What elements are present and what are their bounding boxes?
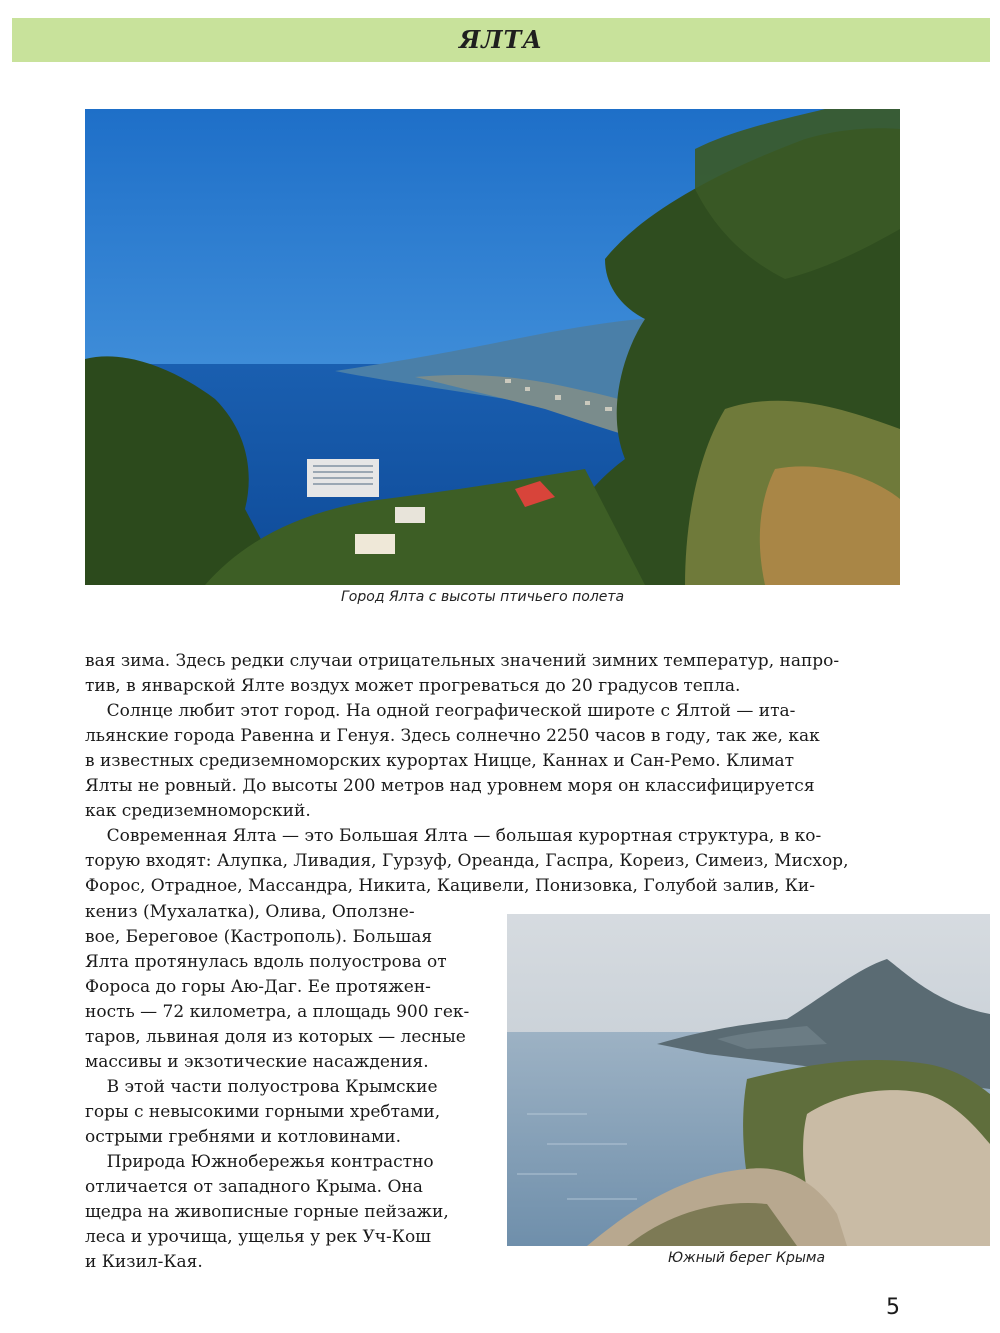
text-line: В этой части полуострова Крымские — [85, 1077, 438, 1097]
text-line: торую входят: Алупка, Ливадия, Гурзуф, Ореанда, Гаспра, Кореиз, Симеиз, Мисхор, — [85, 851, 849, 871]
text-narrow-column — [85, 900, 485, 1275]
text-line: как средиземноморский. — [85, 801, 311, 821]
text-line: и Кизил-Кая. — [85, 1252, 203, 1272]
text-line: массивы и экзотические насаждения. — [85, 1052, 429, 1072]
text-line: щедра на живописные горные пейзажи, — [85, 1202, 449, 1222]
text-line: Фороса до горы Аю-Даг. Ее протяжен- — [85, 977, 431, 997]
text-line: горы с невысокими горными хребтами, — [85, 1102, 441, 1122]
text-line: Современная Ялта — это Большая Ялта — большая курортная структура, в ко- — [85, 826, 822, 846]
page-number: 5 — [886, 1295, 900, 1320]
text-line: вая зима. Здесь редки случаи отрицательных значений зимних температур, напро- — [85, 651, 840, 671]
photo-yalta-panorama — [85, 109, 900, 585]
caption-top-photo: Город Ялта с высоты птичьего полета — [341, 589, 625, 605]
text-line: отличается от западного Крыма. Она — [85, 1177, 423, 1197]
header-bar — [12, 18, 990, 62]
text-full-width — [85, 649, 905, 899]
text-line: Ялта протянулась вдоль полуострова от — [85, 952, 447, 972]
photo-coast-svg — [507, 914, 990, 1246]
text-line: тив, в январской Ялте воздух может прогреваться до 20 градусов тепла. — [85, 676, 741, 696]
photo-crimea-coast — [507, 914, 990, 1246]
text-line: в известных средиземноморских курортах Ницце, Каннах и Сан-Ремо. Климат — [85, 751, 795, 771]
text-line: вое, Береговое (Кастрополь). Большая — [85, 927, 433, 947]
text-line: Форос, Отрадное, Массандра, Никита, Кацивели, Понизовка, Голубой залив, Ки- — [85, 876, 815, 896]
caption-side-photo: Южный берег Крыма — [668, 1250, 826, 1266]
text-line: Ялты не ровный. До высоты 200 метров над уровнем моря он классифицируется — [85, 776, 815, 796]
text-line: Солнце любит этот город. На одной географической широте с Ялтой — ита- — [85, 701, 796, 721]
photo-yalta-svg — [85, 109, 900, 585]
page-title: ЯЛТА — [459, 25, 543, 54]
text-line: льянские города Равенна и Генуя. Здесь солнечно 2250 часов в году, так же, как — [85, 726, 820, 746]
text-line: ность — 72 километра, а площадь 900 гек- — [85, 1002, 470, 1022]
text-line: леса и урочища, ущелья у рек Уч-Кош — [85, 1227, 431, 1247]
text-line: таров, львиная доля из которых — лесные — [85, 1027, 466, 1047]
text-line: острыми гребнями и котловинами. — [85, 1127, 401, 1147]
text-line: кениз (Мухалатка), Олива, Оползне- — [85, 902, 415, 922]
text-line: Природа Южнобережья контрастно — [85, 1152, 434, 1172]
